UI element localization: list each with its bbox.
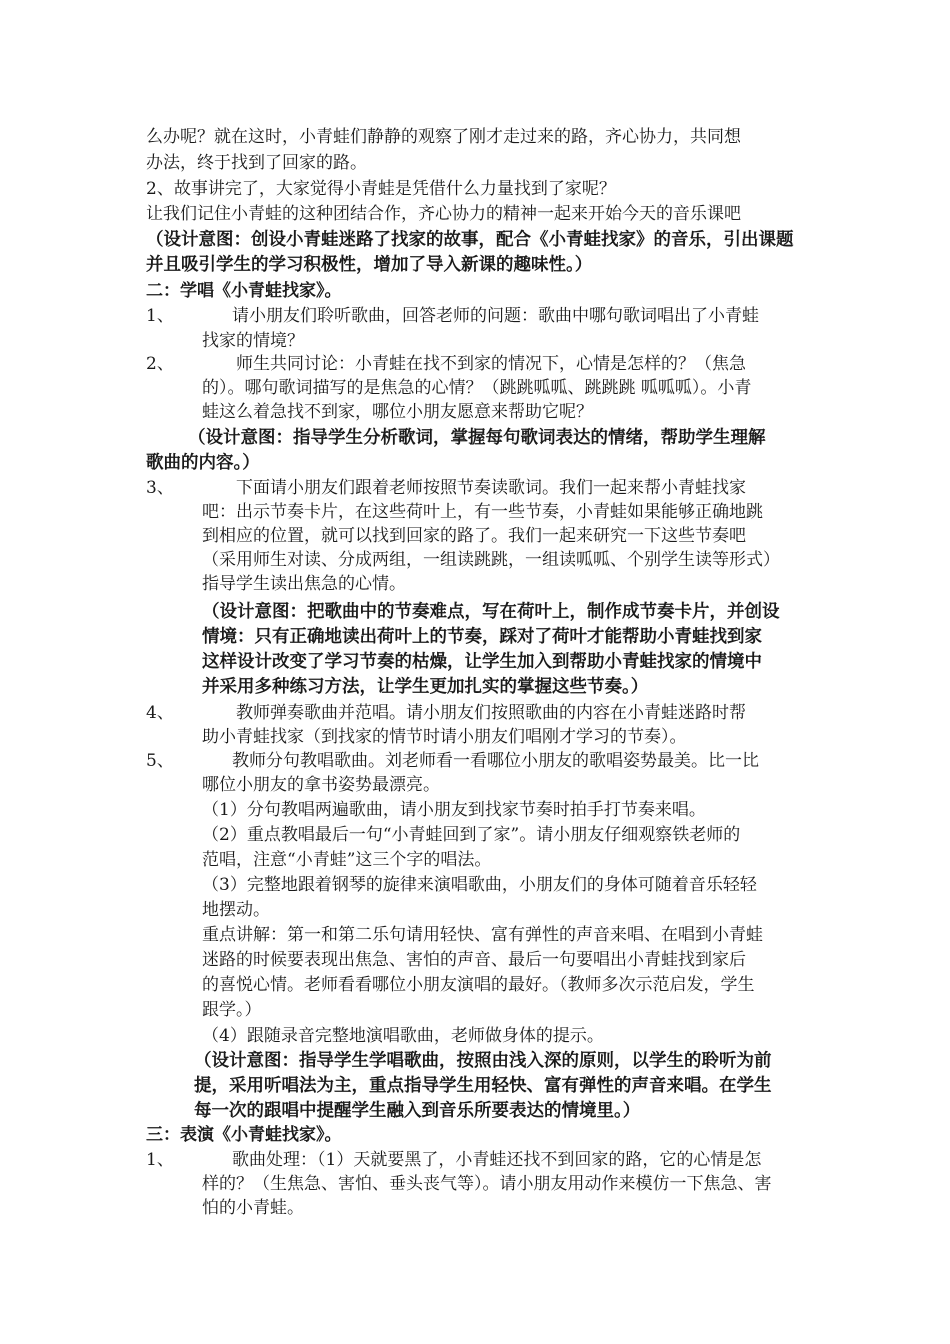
design-intent: （设计意图：指导学生学唱歌曲，按照由浅入深的原则，以学生的聆听为前 <box>194 1051 772 1071</box>
text-line: 地摆动。 <box>202 900 270 920</box>
text-line: （2）重点教唱最后一句“小青蛙回到了家”。请小朋友仔细观察铁老师的 <box>202 825 741 845</box>
item-number: 4、 <box>146 703 174 723</box>
text-line: 吧：出示节奏卡片，在这些荷叶上，有一些节奏，小青蛙如果能够正确地跳 <box>202 502 763 522</box>
text-line: 范唱，注意“小青蛙”这三个字的唱法。 <box>202 850 492 870</box>
text-line: 师生共同讨论：小青蛙在找不到家的情况下，心情是怎样的？（焦急 <box>236 354 746 374</box>
text-line: 让我们记住小青蛙的这种团结合作，齐心协力的精神一起来开始今天的音乐课吧 <box>146 204 741 224</box>
design-intent: 并且吸引学生的学习积极性，增加了导入新课的趣味性。） <box>146 255 593 275</box>
text-line: 下面请小朋友们跟着老师按照节奏读歌词。我们一起来帮小青蛙找家 <box>236 478 746 498</box>
section-heading: 二：学唱《小青蛙找家》。 <box>146 281 342 301</box>
text-line: 蛙这么着急找不到家，哪位小朋友愿意来帮助它呢？ <box>202 402 593 422</box>
text-line: 助小青蛙找家（到找家的情节时请小朋友们唱刚才学习的节奏）。 <box>202 727 687 747</box>
text-line: 么办呢？就在这时，小青蛙们静静的观察了刚才走过来的路，齐心协力，共同想 <box>146 127 741 147</box>
text-line: （采用师生对读、分成两组，一组读跳跳，一组读呱呱、个别学生读等形式） <box>202 550 780 570</box>
text-line: 2、故事讲完了，大家觉得小青蛙是凭借什么力量找到了家呢？ <box>146 179 616 199</box>
text-line: （4）跟随录音完整地演唱歌曲，老师做身体的提示。 <box>202 1026 604 1046</box>
text-line: 到相应的位置，就可以找到回家的路了。我们一起来研究一下这些节奏吧 <box>202 526 746 546</box>
item-number: 1、 <box>146 306 174 326</box>
design-intent: 并采用多种练习方法，让学生更加扎实的掌握这些节奏。） <box>202 677 649 697</box>
item-number: 5、 <box>146 751 174 771</box>
item-number: 1、 <box>146 1150 174 1170</box>
text-line: 教师弹奏歌曲并范唱。请小朋友们按照歌曲的内容在小青蛙迷路时帮 <box>236 703 746 723</box>
text-line: 请小朋友们聆听歌曲，回答老师的问题：歌曲中哪句歌词唱出了小青蛙 <box>232 306 759 326</box>
text-line: 的）。哪句歌词描写的是焦急的心情？（跳跳呱呱、跳跳跳 呱呱呱）。小青 <box>202 378 752 398</box>
text-line: 的喜悦心情。老师看看哪位小朋友演唱的最好。（教师多次示范启发，学生 <box>202 975 755 995</box>
design-intent: （设计意图：指导学生分析歌词，掌握每句歌词表达的情绪，帮助学生理解 <box>188 428 766 448</box>
design-intent: （设计意图：把歌曲中的节奏难点，写在荷叶上，制作成节奏卡片，并创设 <box>202 602 780 622</box>
section-heading: 三：表演《小青蛙找家》。 <box>146 1125 342 1145</box>
design-intent: 歌曲的内容。） <box>146 453 260 473</box>
text-line: 哪位小朋友的拿书姿势最漂亮。 <box>202 775 440 795</box>
item-number: 3、 <box>146 478 174 498</box>
item-number: 2、 <box>146 354 174 374</box>
text-line: 怕的小青蛙。 <box>202 1198 304 1218</box>
text-line: （3）完整地跟着钢琴的旋律来演唱歌曲，小朋友们的身体可随着音乐轻轻 <box>202 875 757 895</box>
design-intent: 每一次的跟唱中提醒学生融入到音乐所要表达的情境里。） <box>194 1101 641 1121</box>
text-line: 跟学。） <box>202 1000 262 1020</box>
text-line: 指导学生读出焦急的心情。 <box>202 574 406 594</box>
text-line: 教师分句教唱歌曲。刘老师看一看哪位小朋友的歌唱姿势最美。比一比 <box>232 751 759 771</box>
text-line: 迷路的时候要表现出焦急、害怕的声音、最后一句要唱出小青蛙找到家后 <box>202 950 746 970</box>
text-line: 样的？（生焦急、害怕、垂头丧气等）。请小朋友用动作来模仿一下焦急、害 <box>202 1174 772 1194</box>
text-line: 办法，终于找到了回家的路。 <box>146 153 367 173</box>
text-line: （1）分句教唱两遍歌曲，请小朋友到找家节奏时拍手打节奏来唱。 <box>202 800 706 820</box>
design-intent: 提，采用听唱法为主，重点指导学生用轻快、富有弹性的声音来唱。在学生 <box>194 1076 772 1096</box>
design-intent: 这样设计改变了学习节奏的枯燥，让学生加入到帮助小青蛙找家的情境中 <box>202 652 762 672</box>
design-intent: 情境：只有正确地读出荷叶上的节奏，踩对了荷叶才能帮助小青蛙找到家 <box>202 627 762 647</box>
design-intent: （设计意图：创设小青蛙迷路了找家的故事，配合《小青蛙找家》的音乐，引出课题 <box>146 230 794 250</box>
text-line: 找家的情境？ <box>202 331 304 351</box>
text-line: 歌曲处理：（1）天就要黑了，小青蛙还找不到回家的路，它的心情是怎 <box>232 1150 762 1170</box>
text-line: 重点讲解：第一和第二乐句请用轻快、富有弹性的声音来唱、在唱到小青蛙 <box>202 925 763 945</box>
